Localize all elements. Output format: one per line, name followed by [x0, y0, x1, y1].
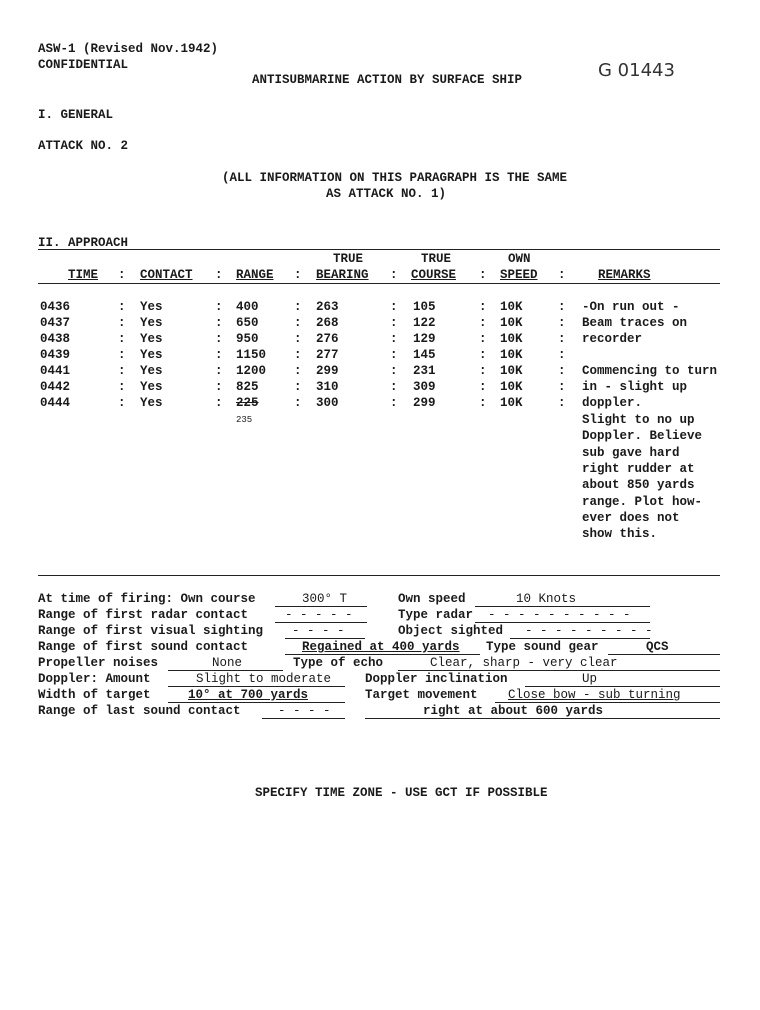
- general-note-line2: AS ATTACK NO. 1): [326, 187, 447, 201]
- column-separator: :: [118, 316, 126, 330]
- remarks-line: about 850 yards: [582, 478, 695, 493]
- radar-range-value: - - - - -: [285, 608, 353, 622]
- column-separator: :: [118, 348, 126, 362]
- column-separator: :: [390, 316, 398, 330]
- remarks-line: Doppler. Believe: [582, 429, 703, 444]
- visual-sighting-label: Range of first visual sighting: [38, 624, 264, 638]
- contact-cell: Yes: [140, 396, 163, 410]
- column-separator: :: [479, 364, 487, 378]
- section-approach-heading: II. APPROACH: [38, 236, 129, 250]
- speed-cell: 10K: [500, 380, 523, 394]
- course-cell: 122: [413, 316, 436, 330]
- target-movement-label: Target movement: [365, 688, 478, 702]
- echo-type-value: Clear, sharp - very clear: [430, 656, 618, 670]
- column-separator: :: [118, 364, 126, 378]
- target-width-value: 10° at 700 yards: [188, 688, 309, 702]
- column-separator: :: [479, 380, 487, 394]
- last-contact-rule: [262, 718, 345, 719]
- form-id: ASW-1 (Revised Nov.1942): [38, 42, 219, 56]
- column-separator: :: [390, 300, 398, 314]
- last-contact-value: - - - -: [278, 704, 331, 718]
- column-separator: :: [390, 380, 398, 394]
- column-separator: :: [215, 364, 223, 378]
- range-cell: 825: [236, 380, 259, 394]
- remarks-line: right rudder at: [582, 461, 695, 476]
- contact-cell: Yes: [140, 332, 163, 346]
- bearing-cell: 268: [316, 316, 339, 330]
- course-header-top: TRUE: [421, 252, 452, 266]
- sound-contact-label: Range of first sound contact: [38, 640, 249, 654]
- remarks-line: doppler.: [582, 396, 643, 410]
- own-course-rule: [275, 606, 367, 607]
- contact-column-header: CONTACT: [140, 268, 193, 282]
- target-movement-value: Close bow - sub turning: [508, 688, 681, 702]
- remarks-line: Commencing to turn: [582, 364, 718, 378]
- column-separator: :: [558, 332, 566, 346]
- own-speed-value: 10 Knots: [516, 592, 577, 606]
- column-separator: :: [558, 268, 566, 282]
- document-title: ANTISUBMARINE ACTION BY SURFACE SHIP: [252, 73, 523, 87]
- speed-cell: 10K: [500, 300, 523, 314]
- column-separator: :: [118, 268, 126, 282]
- column-separator: :: [479, 300, 487, 314]
- column-separator: :: [294, 316, 302, 330]
- column-separator: :: [294, 348, 302, 362]
- target-movement-value-line2: right at about 600 yards: [423, 704, 604, 718]
- column-separator: :: [479, 268, 487, 282]
- column-separator: :: [558, 380, 566, 394]
- column-separator: :: [215, 268, 223, 282]
- sound-contact-rule: [285, 654, 480, 655]
- bearing-cell: 300: [316, 396, 339, 410]
- speed-cell: 10K: [500, 348, 523, 362]
- doppler-inclination-rule: [525, 686, 720, 687]
- echo-type-rule: [398, 670, 720, 671]
- column-separator: :: [390, 332, 398, 346]
- general-note-line1: (ALL INFORMATION ON THIS PARAGRAPH IS THE SAME: [222, 171, 568, 185]
- visual-sighting-rule: [285, 638, 365, 639]
- own-speed-label: Own speed: [398, 592, 466, 606]
- attack-number: ATTACK NO. 2: [38, 139, 129, 153]
- course-cell: 309: [413, 380, 436, 394]
- range-cell: 1150: [236, 348, 267, 362]
- bearing-cell: 277: [316, 348, 339, 362]
- bearing-cell: 263: [316, 300, 339, 314]
- column-separator: :: [390, 396, 398, 410]
- sound-gear-label: Type sound gear: [486, 640, 599, 654]
- remarks-line: Beam traces on: [582, 316, 688, 330]
- remarks-line: Slight to no up: [582, 413, 695, 427]
- range-cell: 950: [236, 332, 259, 346]
- bearing-cell: 299: [316, 364, 339, 378]
- bearing-column-header: BEARING: [316, 268, 369, 282]
- column-separator: :: [118, 332, 126, 346]
- column-separator: :: [558, 396, 566, 410]
- range-column-header: RANGE: [236, 268, 274, 282]
- contact-cell: Yes: [140, 348, 163, 362]
- last-contact-label: Range of last sound contact: [38, 704, 241, 718]
- bearing-cell: 276: [316, 332, 339, 346]
- visual-sighting-value: - - - -: [292, 624, 345, 638]
- column-separator: :: [479, 396, 487, 410]
- serial-number: G 01443: [598, 60, 675, 81]
- column-separator: :: [390, 364, 398, 378]
- propeller-noises-label: Propeller noises: [38, 656, 159, 670]
- remarks-line: ever does not: [582, 510, 680, 525]
- course-column-header: COURSE: [411, 268, 457, 282]
- column-separator: :: [294, 300, 302, 314]
- time-cell: 0441: [40, 364, 71, 378]
- remarks-line: show this.: [582, 527, 658, 542]
- column-separator: :: [118, 380, 126, 394]
- range-cell: 400: [236, 300, 259, 314]
- contact-cell: Yes: [140, 380, 163, 394]
- column-separator: :: [390, 268, 398, 282]
- time-zone-instruction: SPECIFY TIME ZONE - USE GCT IF POSSIBLE: [255, 786, 548, 800]
- type-radar-value: - - - - - - - - - -: [488, 608, 631, 622]
- target-movement-rule: [495, 702, 720, 703]
- speed-cell: 10K: [500, 396, 523, 410]
- course-cell: 231: [413, 364, 436, 378]
- target-movement-rule-2: [365, 718, 720, 719]
- echo-type-label: Type of echo: [293, 656, 384, 670]
- bearing-header-top: TRUE: [333, 252, 364, 266]
- bearing-cell: 310: [316, 380, 339, 394]
- doppler-amount-label: Doppler: Amount: [38, 672, 151, 686]
- doppler-inclination-value: Up: [582, 672, 598, 686]
- speed-cell: 10K: [500, 316, 523, 330]
- range-correction-note: 235: [236, 415, 253, 425]
- sound-gear-value: QCS: [646, 640, 669, 654]
- remarks-line: recorder: [582, 332, 643, 346]
- column-separator: :: [118, 396, 126, 410]
- column-separator: :: [215, 380, 223, 394]
- section-general-heading: I. GENERAL: [38, 108, 114, 122]
- object-sighted-value: - - - - - - - - -: [525, 624, 653, 638]
- time-cell: 0438: [40, 332, 71, 346]
- time-cell: 0436: [40, 300, 71, 314]
- firing-top-rule: [38, 575, 720, 576]
- propeller-noises-rule: [168, 670, 283, 671]
- column-separator: :: [479, 332, 487, 346]
- time-cell: 0442: [40, 380, 71, 394]
- type-radar-label: Type radar: [398, 608, 474, 622]
- course-cell: 299: [413, 396, 436, 410]
- radar-range-rule: [275, 622, 367, 623]
- approach-header-rule: [38, 283, 720, 284]
- column-separator: :: [294, 364, 302, 378]
- range-cell: 225: [236, 396, 259, 410]
- object-sighted-rule: [510, 638, 650, 639]
- contact-cell: Yes: [140, 364, 163, 378]
- column-separator: :: [118, 300, 126, 314]
- propeller-noises-value: None: [212, 656, 243, 670]
- remarks-line: -On run out -: [582, 300, 680, 314]
- column-separator: :: [558, 348, 566, 362]
- sound-gear-rule: [608, 654, 720, 655]
- object-sighted-label: Object sighted: [398, 624, 504, 638]
- speed-cell: 10K: [500, 364, 523, 378]
- own-course-value: 300° T: [302, 592, 348, 606]
- column-separator: :: [294, 396, 302, 410]
- time-cell: 0444: [40, 396, 71, 410]
- target-width-rule: [168, 702, 345, 703]
- type-radar-rule: [475, 622, 650, 623]
- column-separator: :: [558, 364, 566, 378]
- column-separator: :: [215, 316, 223, 330]
- contact-cell: Yes: [140, 300, 163, 314]
- doppler-amount-value: Slight to moderate: [196, 672, 332, 686]
- contact-cell: Yes: [140, 316, 163, 330]
- column-separator: :: [294, 332, 302, 346]
- remarks-line: sub gave hard: [582, 445, 680, 460]
- range-cell: 650: [236, 316, 259, 330]
- own-course-label: At time of firing: Own course: [38, 592, 256, 606]
- course-cell: 105: [413, 300, 436, 314]
- column-separator: :: [390, 348, 398, 362]
- time-cell: 0437: [40, 316, 71, 330]
- column-separator: :: [215, 332, 223, 346]
- column-separator: :: [479, 316, 487, 330]
- column-separator: :: [215, 396, 223, 410]
- column-separator: :: [479, 348, 487, 362]
- radar-range-label: Range of first radar contact: [38, 608, 249, 622]
- own-speed-rule: [475, 606, 650, 607]
- doppler-amount-rule: [168, 686, 345, 687]
- column-separator: :: [558, 300, 566, 314]
- speed-cell: 10K: [500, 332, 523, 346]
- range-cell: 1200: [236, 364, 267, 378]
- target-width-label: Width of target: [38, 688, 151, 702]
- remarks-line: range. Plot how-: [582, 494, 703, 509]
- approach-top-rule: [38, 249, 720, 250]
- column-separator: :: [558, 316, 566, 330]
- column-separator: :: [294, 380, 302, 394]
- time-cell: 0439: [40, 348, 71, 362]
- column-separator: :: [215, 348, 223, 362]
- course-cell: 129: [413, 332, 436, 346]
- classification: CONFIDENTIAL: [38, 58, 129, 72]
- remarks-line: in - slight up: [582, 380, 688, 394]
- sound-contact-value: Regained at 400 yards: [302, 640, 460, 654]
- speed-header-top: OWN: [508, 252, 531, 266]
- course-cell: 145: [413, 348, 436, 362]
- remarks-column-header: REMARKS: [598, 268, 651, 282]
- doppler-inclination-label: Doppler inclination: [365, 672, 508, 686]
- column-separator: :: [294, 268, 302, 282]
- speed-column-header: SPEED: [500, 268, 538, 282]
- time-column-header: TIME: [68, 268, 99, 282]
- column-separator: :: [215, 300, 223, 314]
